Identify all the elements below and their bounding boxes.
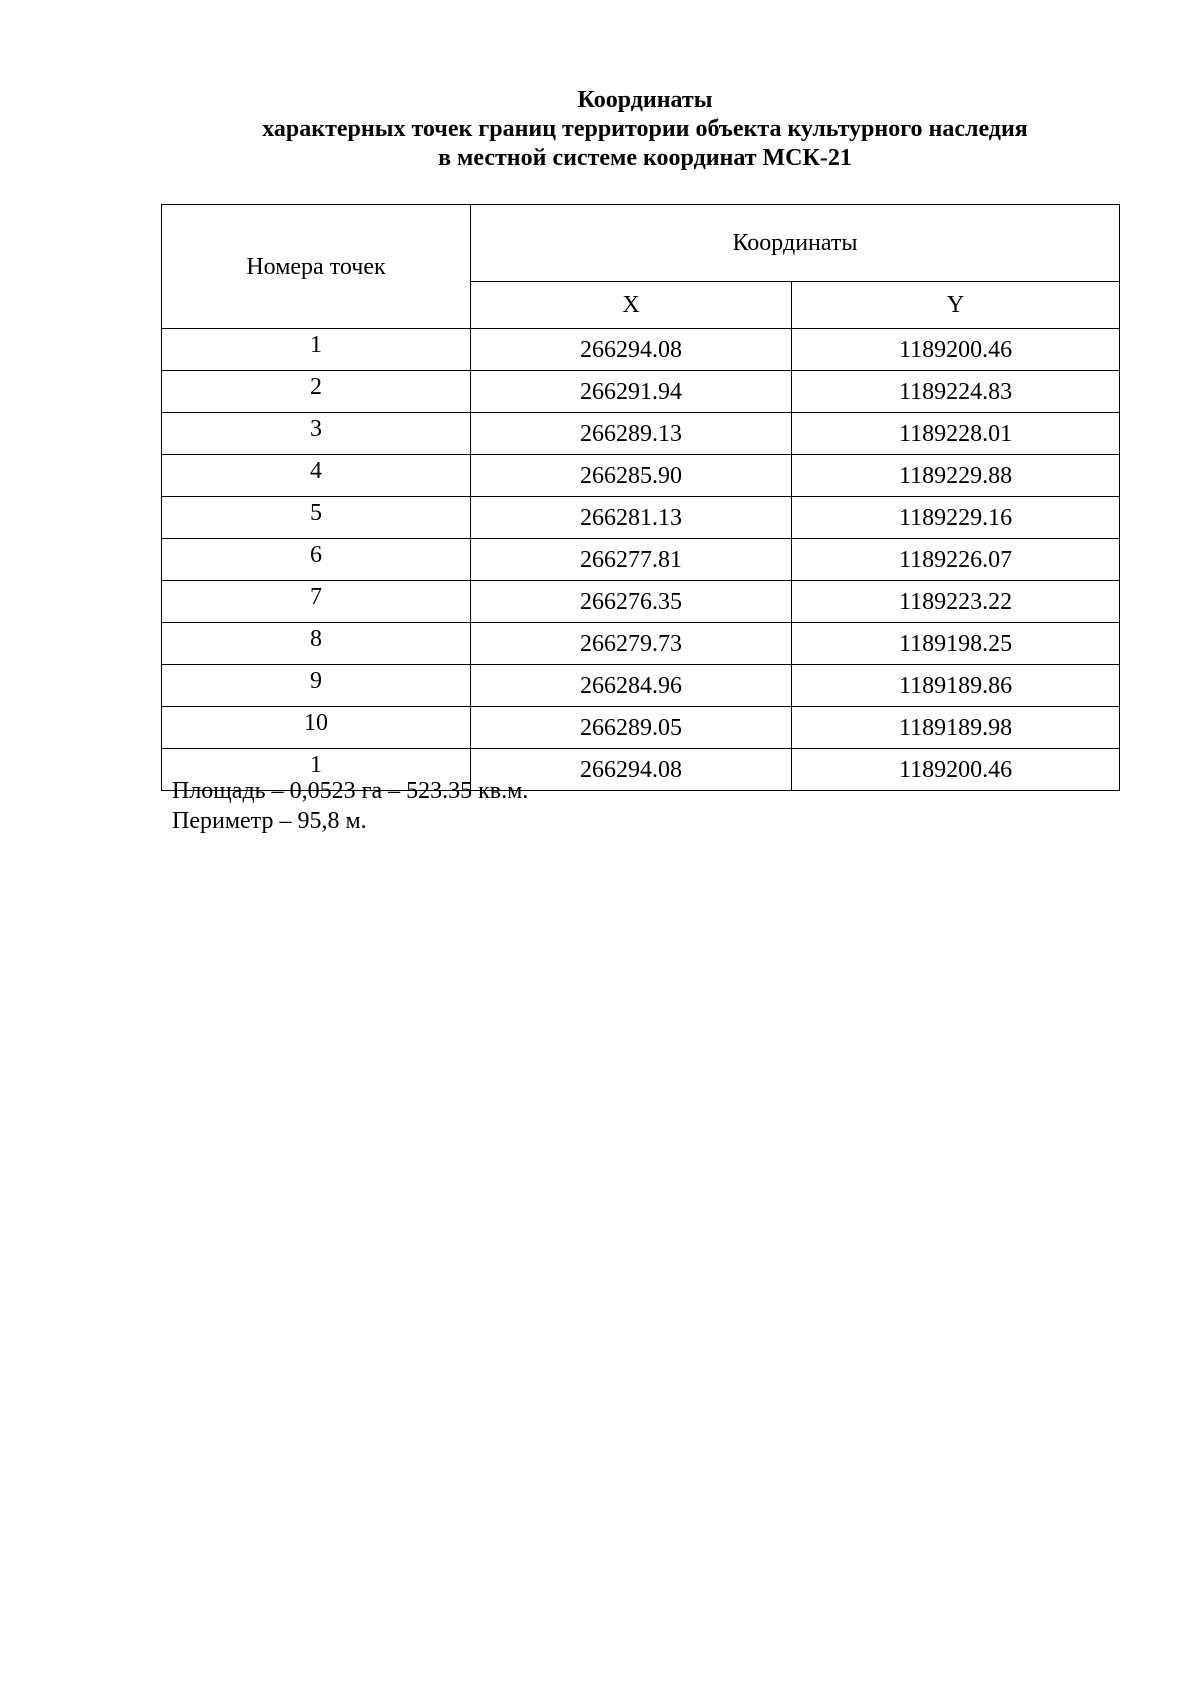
perimeter-text: Периметр – 95,8 м. xyxy=(172,808,367,834)
y-coordinate-cell: 1189229.88 xyxy=(792,455,1120,497)
x-coordinate-cell: 266294.08 xyxy=(471,749,792,791)
x-coordinate-cell: 266279.73 xyxy=(471,623,792,665)
point-number-cell: 7 xyxy=(162,581,471,623)
y-coordinate-cell: 1189226.07 xyxy=(792,539,1120,581)
point-number-cell: 3 xyxy=(162,413,471,455)
y-coordinate-cell: 1189229.16 xyxy=(792,497,1120,539)
y-coordinate-cell: 1189224.83 xyxy=(792,371,1120,413)
summary-block xyxy=(172,776,528,836)
table-row xyxy=(162,623,1120,665)
point-number-cell: 2 xyxy=(162,371,471,413)
document-title xyxy=(0,86,1200,173)
table-row xyxy=(162,371,1120,413)
x-coordinate-cell: 266294.08 xyxy=(471,329,792,371)
y-coordinate-cell: 1189223.22 xyxy=(792,581,1120,623)
x-coordinate-cell: 266285.90 xyxy=(471,455,792,497)
table-row xyxy=(162,455,1120,497)
point-number-cell: 6 xyxy=(162,539,471,581)
header-coordinates: Координаты xyxy=(471,205,1120,282)
header-x: X xyxy=(471,282,792,329)
y-coordinate-cell: 1189189.86 xyxy=(792,665,1120,707)
y-coordinate-cell: 1189189.98 xyxy=(792,707,1120,749)
x-coordinate-cell: 266276.35 xyxy=(471,581,792,623)
title-line-3: в местной системе координат МСК-21 xyxy=(438,145,852,171)
table-row xyxy=(162,539,1120,581)
coordinates-table xyxy=(161,204,1120,791)
area-text: Площадь – 0,0523 га – 523.35 кв.м. xyxy=(172,778,529,804)
title-line-1: Координаты xyxy=(577,87,713,113)
x-coordinate-cell: 266291.94 xyxy=(471,371,792,413)
table-row xyxy=(162,581,1120,623)
table-row xyxy=(162,665,1120,707)
x-coordinate-cell: 266289.13 xyxy=(471,413,792,455)
point-number-cell: 8 xyxy=(162,623,471,665)
table-row xyxy=(162,707,1120,749)
point-number-cell: 1 xyxy=(162,749,471,791)
table-row xyxy=(162,413,1120,455)
x-coordinate-cell: 266289.05 xyxy=(471,707,792,749)
y-coordinate-cell: 1189228.01 xyxy=(792,413,1120,455)
table-row xyxy=(162,329,1120,371)
y-coordinate-cell: 1189200.46 xyxy=(792,749,1120,791)
point-number-cell: 5 xyxy=(162,497,471,539)
header-y: Y xyxy=(792,282,1120,329)
x-coordinate-cell: 266284.96 xyxy=(471,665,792,707)
x-coordinate-cell: 266281.13 xyxy=(471,497,792,539)
header-point-numbers: Номера точек xyxy=(162,205,471,329)
point-number-cell: 1 xyxy=(162,329,471,371)
table-row xyxy=(162,497,1120,539)
y-coordinate-cell: 1189198.25 xyxy=(792,623,1120,665)
x-coordinate-cell: 266277.81 xyxy=(471,539,792,581)
point-number-cell: 9 xyxy=(162,665,471,707)
point-number-cell: 4 xyxy=(162,455,471,497)
title-line-2: характерных точек границ территории объекта культурного наследия xyxy=(262,116,1028,142)
y-coordinate-cell: 1189200.46 xyxy=(792,329,1120,371)
point-number-cell: 10 xyxy=(162,707,471,749)
table-body xyxy=(162,329,1120,791)
